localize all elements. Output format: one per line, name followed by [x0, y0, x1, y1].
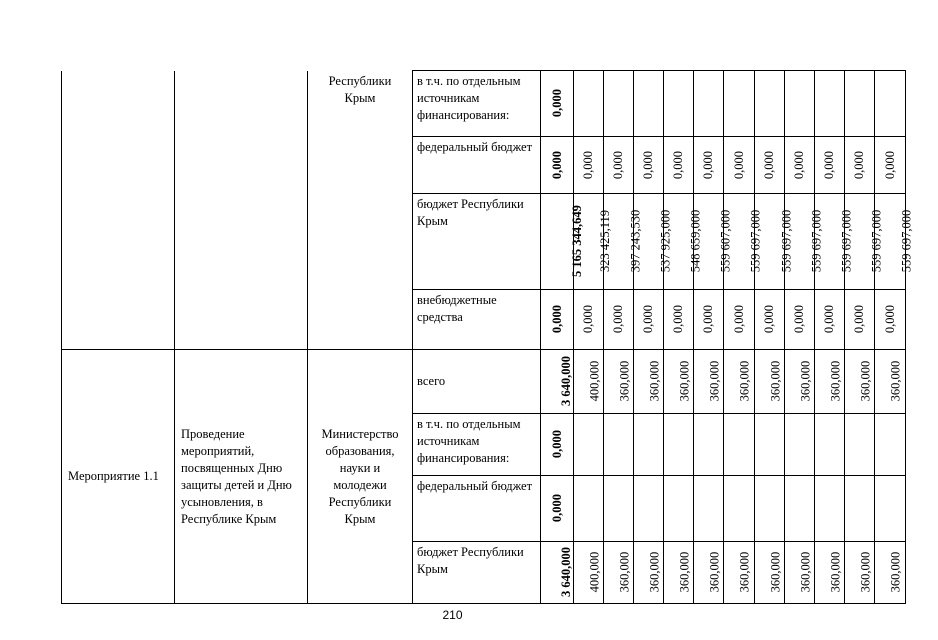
year-amount-cell [755, 71, 785, 137]
table-row [62, 71, 906, 137]
year-amount: 360,000 [858, 360, 873, 402]
year-amount-cell [875, 476, 906, 542]
funding-source: внебюджетные средства [413, 290, 541, 350]
year-amount-cell [724, 290, 755, 350]
year-amount: 360,000 [677, 360, 692, 402]
year-amount-cell [815, 137, 845, 194]
year-amount-cell [845, 542, 875, 604]
year-amount: 559 697,000 [779, 209, 794, 273]
year-amount: 0,000 [762, 150, 777, 179]
year-amount-cell [694, 414, 724, 476]
year-amount-cell [724, 476, 755, 542]
year-amount: 360,000 [768, 360, 783, 402]
year-amount: 400,000 [587, 551, 602, 593]
year-amount: 360,000 [677, 551, 692, 593]
funding-source: федеральный бюджет [413, 137, 541, 194]
year-amount-cell [634, 290, 664, 350]
year-amount-cell [574, 350, 604, 414]
executor-cell: Министерство образования, науки и молодежи Республики Крым [308, 350, 413, 604]
year-amount-cell [755, 350, 785, 414]
year-amount-cell [634, 350, 664, 414]
year-amount-cell [785, 476, 815, 542]
year-amount-cell [694, 137, 724, 194]
year-amount-cell [785, 290, 815, 350]
year-amount: 0,000 [641, 304, 656, 334]
year-amount-cell [755, 542, 785, 604]
year-amount-cell [574, 476, 604, 542]
year-amount: 0,000 [732, 150, 746, 179]
year-amount-cell [574, 290, 604, 350]
year-amount-cell [815, 350, 845, 414]
year-amount-cell [604, 350, 634, 414]
year-amount: 559 697,000 [899, 209, 914, 273]
year-amount: 0,000 [822, 150, 837, 179]
funding-source: в т.ч. по отдельным источникам финансирования: [413, 414, 541, 476]
total-amount: 0,000 [550, 150, 564, 179]
year-amount-cell [664, 542, 694, 604]
year-amount: 559 607,000 [718, 209, 733, 273]
year-amount-cell [845, 414, 875, 476]
year-amount-cell [875, 137, 906, 194]
year-amount: 360,000 [617, 551, 632, 593]
year-amount-cell [785, 137, 815, 194]
year-amount: 0,000 [852, 304, 867, 334]
financing-table [61, 70, 914, 604]
year-amount-cell [815, 290, 845, 350]
total-amount-cell [541, 414, 574, 476]
year-amount-cell [755, 414, 785, 476]
year-amount-cell [755, 476, 785, 542]
year-amount-cell [724, 542, 755, 604]
year-amount-cell [604, 71, 634, 137]
year-amount: 0,000 [852, 150, 867, 179]
year-amount: 0,000 [611, 304, 626, 334]
year-amount: 0,000 [762, 304, 777, 334]
total-amount-cell [541, 542, 574, 604]
year-amount: 0,000 [581, 150, 596, 179]
year-amount-cell [815, 71, 845, 137]
year-amount: 559 697,000 [809, 209, 824, 273]
year-amount-cell [694, 71, 724, 137]
year-amount-cell [634, 137, 664, 194]
year-amount-cell [694, 542, 724, 604]
year-amount-cell [604, 414, 634, 476]
year-amount: 323 425,119 [598, 209, 613, 273]
year-amount: 360,000 [707, 360, 722, 402]
year-amount-cell [875, 542, 906, 604]
total-amount-cell [541, 71, 574, 137]
total-amount: 0,000 [550, 429, 564, 459]
year-amount: 548 659,000 [688, 209, 703, 273]
year-amount: 559 697,000 [869, 209, 884, 273]
year-amount: 360,000 [737, 551, 752, 593]
total-amount: 3 640,000 [559, 547, 573, 597]
year-amount-cell [664, 350, 694, 414]
year-amount-cell [815, 414, 845, 476]
year-amount-cell [634, 414, 664, 476]
funding-source: федеральный бюджет [413, 476, 541, 542]
year-amount-cell [845, 71, 875, 137]
page-number: 210 [442, 608, 463, 622]
year-amount: 360,000 [888, 551, 903, 593]
year-amount: 0,000 [792, 150, 807, 179]
total-amount-cell [541, 350, 574, 414]
year-amount-cell [694, 290, 724, 350]
measure-cell: Мероприятие 1.1 [62, 350, 175, 604]
year-amount: 0,000 [641, 150, 656, 179]
executor-cell: Республики Крым [308, 71, 413, 350]
year-amount-cell [875, 414, 906, 476]
total-amount: 5 165 344,649 [569, 205, 584, 277]
total-amount-cell [541, 137, 574, 194]
year-amount: 0,000 [701, 304, 716, 334]
year-amount: 360,000 [798, 551, 813, 593]
year-amount: 400,000 [587, 360, 602, 402]
year-amount: 0,000 [671, 304, 686, 334]
year-amount: 0,000 [581, 304, 596, 334]
year-amount: 0,000 [611, 150, 626, 179]
measure-cell-empty [62, 71, 175, 350]
year-amount: 360,000 [798, 360, 813, 402]
year-amount-cell [724, 350, 755, 414]
year-amount: 360,000 [888, 360, 903, 402]
year-amount: 559 697,000 [748, 209, 763, 273]
year-amount: 0,000 [671, 150, 686, 179]
year-amount-cell [574, 542, 604, 604]
year-amount: 559 697,000 [839, 209, 854, 273]
year-amount-cell [664, 71, 694, 137]
year-amount-cell [845, 350, 875, 414]
year-amount-cell [785, 350, 815, 414]
year-amount: 360,000 [828, 551, 843, 593]
year-amount-cell [815, 542, 845, 604]
year-amount: 0,000 [732, 304, 746, 334]
funding-source: всего [413, 350, 541, 414]
year-amount-cell [755, 137, 785, 194]
title-cell-empty [175, 71, 308, 350]
year-amount: 537 925,000 [658, 209, 673, 273]
year-amount-cell [724, 414, 755, 476]
total-amount-cell [541, 290, 574, 350]
year-amount-cell [664, 476, 694, 542]
year-amount: 360,000 [768, 551, 783, 593]
total-amount: 0,000 [550, 88, 564, 118]
year-amount-cell [785, 71, 815, 137]
year-amount-cell [634, 542, 664, 604]
year-amount: 0,000 [883, 304, 897, 334]
year-amount-cell [724, 137, 755, 194]
total-amount: 0,000 [550, 493, 564, 523]
year-amount-cell [755, 290, 785, 350]
funding-source: бюджет Республики Крым [413, 194, 541, 290]
year-amount-cell [574, 414, 604, 476]
year-amount: 360,000 [858, 551, 873, 593]
year-amount-cell [875, 350, 906, 414]
year-amount-cell [634, 476, 664, 542]
year-amount-cell [875, 290, 906, 350]
year-amount: 360,000 [647, 551, 662, 593]
year-amount-cell [604, 542, 634, 604]
funding-source: в т.ч. по отдельным источникам финансирования: [413, 71, 541, 137]
total-amount-cell [541, 194, 584, 290]
total-amount: 3 640,000 [559, 356, 573, 406]
year-amount: 0,000 [822, 304, 837, 334]
year-amount-cell [664, 137, 694, 194]
year-amount: 360,000 [828, 360, 843, 402]
year-amount: 360,000 [617, 360, 632, 402]
year-amount-cell [785, 542, 815, 604]
year-amount-cell [845, 476, 875, 542]
year-amount: 0,000 [701, 150, 716, 179]
measure-title-cell: Проведение мероприятий, посвященных Дню защиты детей и Дню усыновления, в Республике Крым [175, 350, 308, 604]
year-amount: 360,000 [737, 360, 752, 402]
year-amount: 0,000 [792, 304, 807, 334]
year-amount-cell [574, 137, 604, 194]
year-amount: 360,000 [647, 360, 662, 402]
year-amount: 0,000 [883, 150, 897, 179]
year-amount: 397 243,530 [628, 209, 643, 273]
total-amount-cell [541, 476, 574, 542]
year-amount-cell [634, 71, 664, 137]
funding-source: бюджет Республики Крым [413, 542, 541, 604]
year-amount-cell [604, 290, 634, 350]
year-amount: 360,000 [707, 551, 722, 593]
year-amount-cell [574, 71, 604, 137]
total-amount: 0,000 [550, 304, 564, 334]
year-amount-cell [604, 137, 634, 194]
year-amount-cell [664, 290, 694, 350]
year-amount-cell [724, 71, 755, 137]
year-amount-cell [694, 476, 724, 542]
year-amount-cell [845, 137, 875, 194]
year-amount-cell [875, 71, 906, 137]
year-amount-cell [694, 350, 724, 414]
table-row [62, 350, 906, 414]
year-amount-cell [845, 290, 875, 350]
year-amount-cell [815, 476, 845, 542]
year-amount-cell [785, 414, 815, 476]
year-amount-cell [604, 476, 634, 542]
year-amount-cell [664, 414, 694, 476]
